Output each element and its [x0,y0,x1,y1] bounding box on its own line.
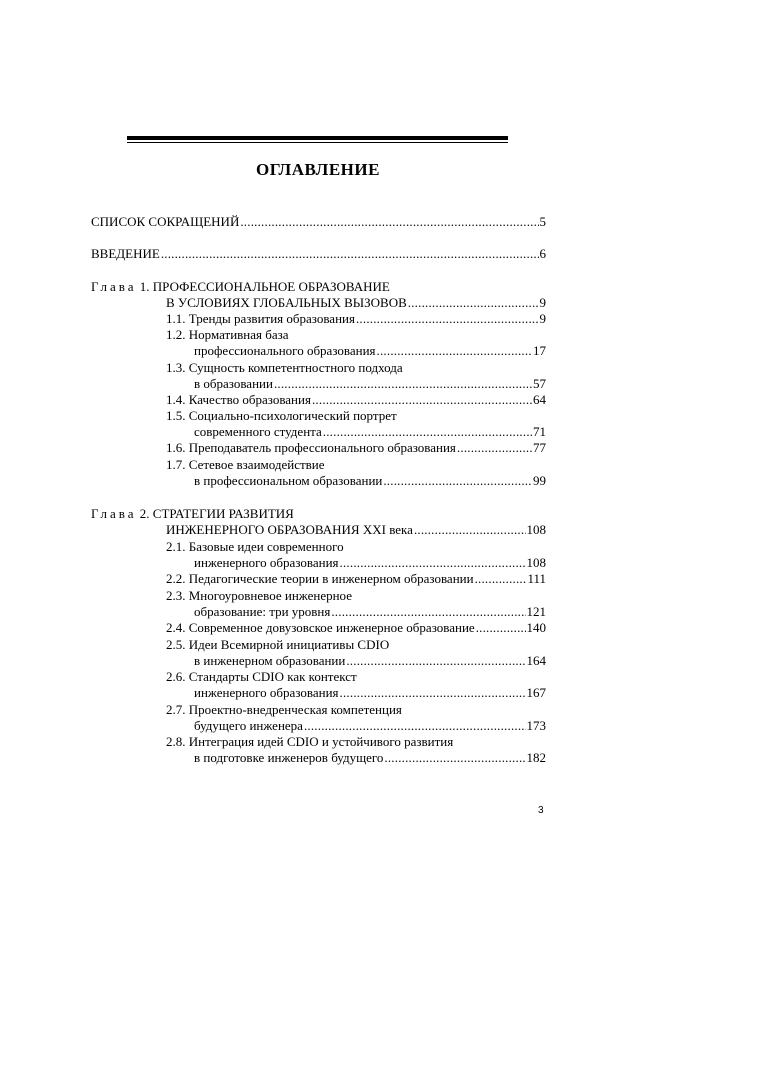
toc-entry-1-2-line1[interactable]: 1.2. Нормативная база [166,327,289,342]
toc-entry-2-5-line1[interactable]: 2.5. Идеи Всемирной инициативы CDIO [166,637,390,652]
toc-entry-label: в инженерном образовании [194,653,346,668]
toc-entry-page: 77 [533,440,546,455]
toc-entry-1-5[interactable] [194,424,546,440]
toc-entry-2-3[interactable] [194,604,546,620]
toc-entry-abbreviations[interactable] [91,214,546,230]
leader-dots [356,311,539,327]
top-rule-thin [127,142,508,143]
toc-entry-label: будущего инженера [194,718,303,733]
toc-entry-2-8-line1[interactable]: 2.8. Интеграция идей CDIO и устойчивого развития [166,734,454,749]
chapter-prefix: Глава [91,279,137,294]
leader-dots [383,473,532,489]
leader-dots [414,522,526,538]
toc-entry-1-4[interactable] [166,392,546,408]
toc-entry-page: 167 [526,685,546,700]
leader-dots [408,295,539,311]
toc-entry-page: 164 [526,653,546,668]
toc-entry-1-1[interactable] [166,311,546,327]
toc-entry-2-6[interactable] [194,685,546,701]
toc-entry-label: в образовании [194,376,273,391]
toc-entry-2-1[interactable] [194,555,546,571]
toc-entry-label: В УСЛОВИЯХ ГЛОБАЛЬНЫХ ВЫЗОВОВ [166,295,407,310]
leader-dots [312,392,532,408]
toc-entry-page: 173 [526,718,546,733]
leader-dots [274,376,532,392]
toc-entry-2-7[interactable] [194,718,546,734]
leader-dots [323,424,532,440]
toc-entry-page: 57 [533,376,546,391]
toc-entry-2-1-line1[interactable]: 2.1. Базовые идеи современного [166,539,344,554]
toc-entry-chapter-2[interactable] [166,522,546,538]
toc-entry-page: 140 [526,620,546,635]
leader-dots [475,571,527,587]
chapter-1-heading [91,279,390,295]
toc-entry-2-2[interactable] [166,571,546,587]
toc-entry-page: 71 [533,424,546,439]
chapter-1-title: 1. ПРОФЕССИОНАЛЬНОЕ ОБРАЗОВАНИЕ [136,279,390,294]
chapter-prefix: Глава [91,506,137,521]
toc-entry-page: 121 [526,604,546,619]
chapter-2-heading [91,506,294,522]
toc-entry-label: ИНЖЕНЕРНОГО ОБРАЗОВАНИЯ XXI века [166,522,413,537]
toc-entry-page: 9 [539,311,546,326]
toc-entry-label: 2.4. Современное довузовское инженерное образование [166,620,475,635]
toc-entry-2-8[interactable] [194,750,546,766]
toc-entry-1-3[interactable] [194,376,546,392]
toc-entry-1-3-line1[interactable]: 1.3. Сущность компетентностного подхода [166,360,403,375]
leader-dots [457,440,532,456]
toc-entry-page: 99 [533,473,546,488]
toc-entry-page: 5 [539,214,546,229]
toc-entry-page: 64 [533,392,546,407]
toc-entry-1-6[interactable] [166,440,546,456]
toc-entry-1-2[interactable] [194,343,546,359]
top-rule-thick [127,136,508,140]
toc-entry-2-6-line1[interactable]: 2.6. Стандарты CDIO как контекст [166,669,357,684]
chapter-2-title: 2. СТРАТЕГИИ РАЗВИТИЯ [136,506,294,521]
toc-entry-page: 17 [533,343,546,358]
toc-entry-2-3-line1[interactable]: 2.3. Многоуровневое инженерное [166,588,352,603]
leader-dots [384,750,525,766]
toc-entry-label: 1.6. Преподаватель профессионального образования [166,440,456,455]
toc-entry-2-7-line1[interactable]: 2.7. Проектно-внедренческая компетенция [166,702,402,717]
toc-entry-page: 108 [526,555,546,570]
leader-dots [331,604,525,620]
toc-entry-label: инженерного образования [194,555,339,570]
toc-entry-2-5[interactable] [194,653,546,669]
toc-entry-1-7[interactable] [194,473,546,489]
leader-dots [304,718,526,734]
toc-entry-page: 108 [526,522,546,537]
toc-entry-label: 2.2. Педагогические теории в инженерном образовании [166,571,474,586]
toc-entry-introduction[interactable] [91,246,546,262]
toc-entry-page: 9 [539,295,546,310]
toc-entry-1-5-line1[interactable]: 1.5. Социально-психологический портрет [166,408,397,423]
leader-dots [377,343,532,359]
leader-dots [340,685,526,701]
toc-entry-label: ВВЕДЕНИЕ [91,246,160,261]
toc-entry-label: в подготовке инженеров будущего [194,750,384,765]
toc-entry-label: инженерного образования [194,685,339,700]
page-number: 3 [538,805,544,816]
toc-entry-chapter-1[interactable] [166,295,546,311]
page-title: ОГЛАВЛЕНИЕ [256,160,380,179]
toc-entry-label: 1.1. Тренды развития образования [166,311,355,326]
leader-dots [240,214,538,230]
toc-entry-2-4[interactable] [166,620,546,636]
toc-entry-label: образование: три уровня [194,604,331,619]
leader-dots [346,653,525,669]
toc-entry-label: СПИСОК СОКРАЩЕНИЙ [91,214,240,229]
toc-entry-page: 182 [526,750,546,765]
toc-entry-1-7-line1[interactable]: 1.7. Сетевое взаимодействие [166,457,325,472]
toc-entry-label: современного студента [194,424,322,439]
leader-dots [340,555,526,571]
toc-entry-label: 1.4. Качество образования [166,392,311,407]
toc-entry-page: 111 [527,571,546,586]
toc-entry-label: в профессиональном образовании [194,473,383,488]
toc-entry-page: 6 [539,246,546,261]
leader-dots [476,620,526,636]
leader-dots [161,246,539,262]
toc-entry-label: профессионального образования [194,343,376,358]
